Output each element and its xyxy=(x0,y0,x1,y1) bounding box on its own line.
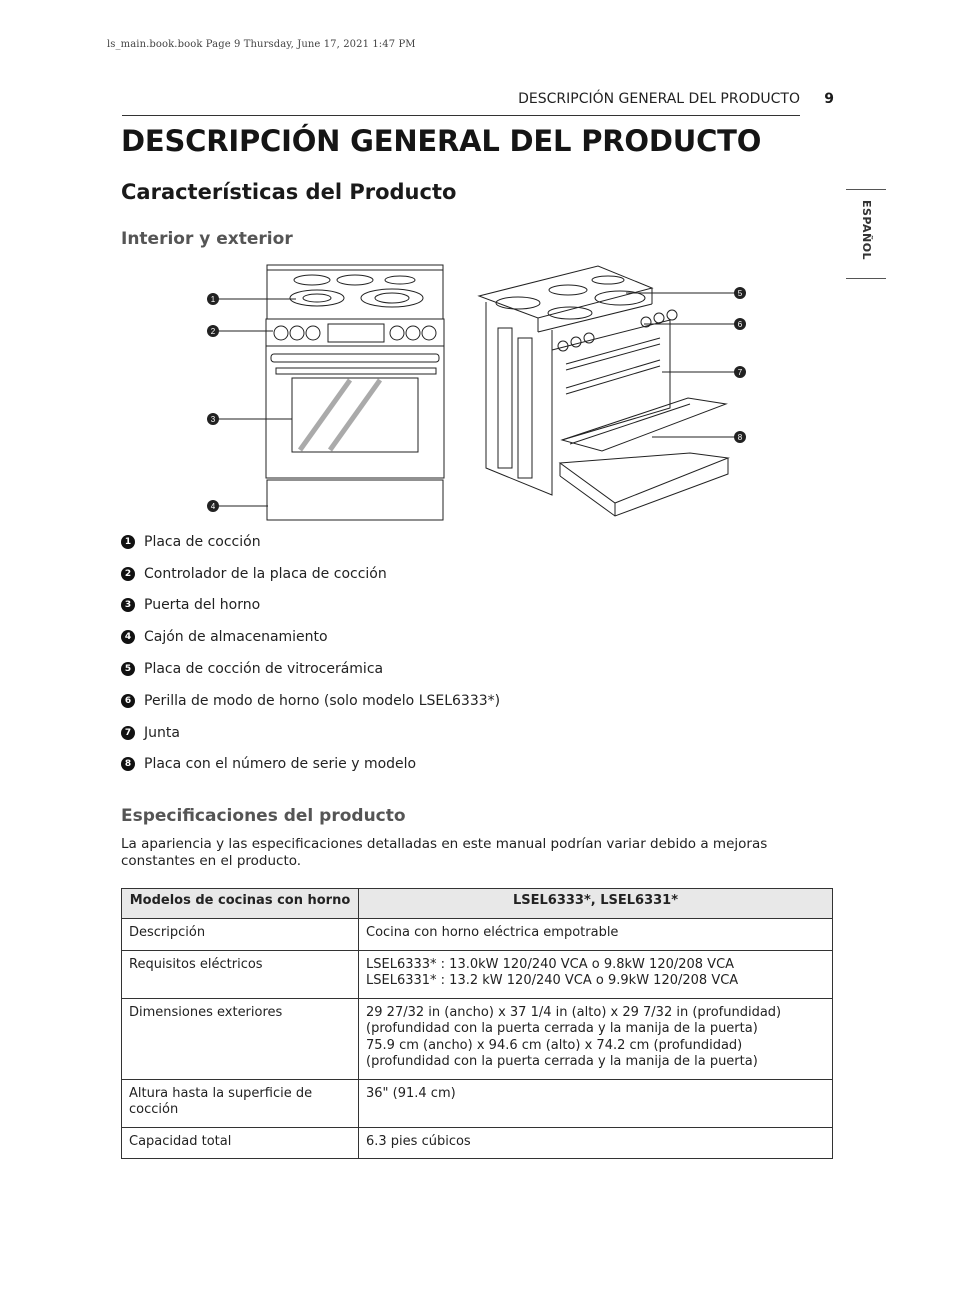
part-label: Placa con el número de serie y modelo xyxy=(144,756,417,773)
callout-5 xyxy=(734,287,746,299)
value-line: LSEL6333* : 13.0kW 120/240 VCA o 9.8kW 120/208 VCA xyxy=(366,956,735,972)
value-line: LSEL6331* : 13.2 kW 120/240 VCA o 9.9kW 120/208 VCA xyxy=(366,973,739,988)
list-item xyxy=(121,749,500,781)
callout-6 xyxy=(734,318,746,330)
part-label: Cajón de almacenamiento xyxy=(144,629,328,646)
number-badge: 7 xyxy=(121,726,135,740)
callout-leader-lines xyxy=(219,293,734,506)
value-line: 29 27/32 in (ancho) x 37 1/4 in (alto) x 29 7/32 in (profundidad) (profundidad con la puerta cerrada y la manija de la puerta) xyxy=(366,1004,782,1036)
table-row xyxy=(122,998,833,1079)
callout-2 xyxy=(207,325,219,337)
row-value xyxy=(359,1127,833,1159)
row-label: Requisitos eléctricos xyxy=(122,950,359,998)
callout-8 xyxy=(734,431,746,443)
page-number: 9 xyxy=(824,91,834,107)
list-item xyxy=(121,653,500,685)
range-illustration xyxy=(200,258,760,523)
value-line: 6.3 pies cúbicos xyxy=(366,1133,471,1149)
table-header-row xyxy=(122,889,833,919)
part-label: Puerta del horno xyxy=(144,597,261,614)
language-tab xyxy=(846,189,886,279)
row-label: Capacidad total xyxy=(122,1127,359,1159)
callout-2-label: 2 xyxy=(210,327,216,336)
number-badge: 3 xyxy=(121,598,135,612)
list-item xyxy=(121,717,500,749)
list-item xyxy=(121,685,500,717)
list-item xyxy=(121,621,500,653)
value-line: 36" (91.4 cm) xyxy=(366,1085,456,1101)
callout-5-label: 5 xyxy=(737,289,743,298)
number-badge: 4 xyxy=(121,630,135,644)
open-range-drawing xyxy=(479,266,728,516)
row-value xyxy=(359,950,833,998)
part-label: Controlador de la placa de cocción xyxy=(144,565,387,582)
callout-1 xyxy=(207,293,219,305)
callout-4 xyxy=(207,500,219,512)
number-badge: 1 xyxy=(121,535,135,549)
range-illustration-svg xyxy=(200,258,760,523)
header-model-numbers: LSEL6333*, LSEL6331* xyxy=(359,889,833,919)
interior-exterior-heading: Interior y exterior xyxy=(121,229,293,249)
list-item xyxy=(121,526,500,558)
running-header xyxy=(122,89,800,116)
specifications-table xyxy=(121,888,833,1159)
row-label: Altura hasta la superficie de cocción xyxy=(122,1079,359,1127)
value-line: Cocina con horno eléctrica empotrable xyxy=(366,925,619,940)
specifications-heading: Especificaciones del producto xyxy=(121,806,406,826)
running-header-text: DESCRIPCIÓN GENERAL DEL PRODUCTO xyxy=(518,91,800,107)
row-value xyxy=(359,1079,833,1127)
language-tab-label: ESPAÑOL xyxy=(860,200,873,261)
number-badge: 8 xyxy=(121,757,135,771)
row-value xyxy=(359,919,833,951)
table-row xyxy=(122,919,833,951)
number-badge: 5 xyxy=(121,662,135,676)
callout-3 xyxy=(207,413,219,425)
page-title: DESCRIPCIÓN GENERAL DEL PRODUCTO xyxy=(121,124,762,158)
row-label: Dimensiones exteriores xyxy=(122,998,359,1079)
table-row xyxy=(122,1127,833,1159)
part-label: Perilla de modo de horno (solo modelo LSEL6333*) xyxy=(144,692,501,709)
callout-7 xyxy=(734,366,746,378)
list-item xyxy=(121,558,500,590)
callout-1-label: 1 xyxy=(210,295,216,304)
value-line: 75.9 cm (ancho) x 94.6 cm (alto) x 74.2 cm (profundidad) (profundidad con la puerta cerrada y la manija de la puerta) xyxy=(366,1037,758,1069)
callout-7-label: 7 xyxy=(737,368,743,377)
part-label: Placa de cocción xyxy=(144,533,261,550)
section-subtitle: Características del Producto xyxy=(121,180,457,204)
callout-4-label: 4 xyxy=(210,502,216,511)
number-badge: 2 xyxy=(121,567,135,581)
table-row xyxy=(122,950,833,998)
list-item xyxy=(121,590,500,622)
header-models: Modelos de cocinas con horno xyxy=(122,889,359,919)
specifications-intro: La apariencia y las especificaciones detalladas en este manual podrían variar debido a mejoras constantes en el producto. xyxy=(121,836,768,869)
callout-3-label: 3 xyxy=(210,415,216,424)
callout-8-label: 8 xyxy=(737,433,743,442)
front-range-drawing xyxy=(266,265,444,520)
row-value xyxy=(359,998,833,1079)
book-file-info: ls_main.book.book Page 9 Thursday, June 17, 2021 1:47 PM xyxy=(107,39,416,50)
row-label: Descripción xyxy=(122,919,359,951)
parts-list xyxy=(121,526,500,780)
number-badge: 6 xyxy=(121,694,135,708)
part-label: Junta xyxy=(144,724,180,741)
callout-6-label: 6 xyxy=(737,320,743,329)
part-label: Placa de cocción de vitrocerámica xyxy=(144,661,384,678)
table-row xyxy=(122,1079,833,1127)
